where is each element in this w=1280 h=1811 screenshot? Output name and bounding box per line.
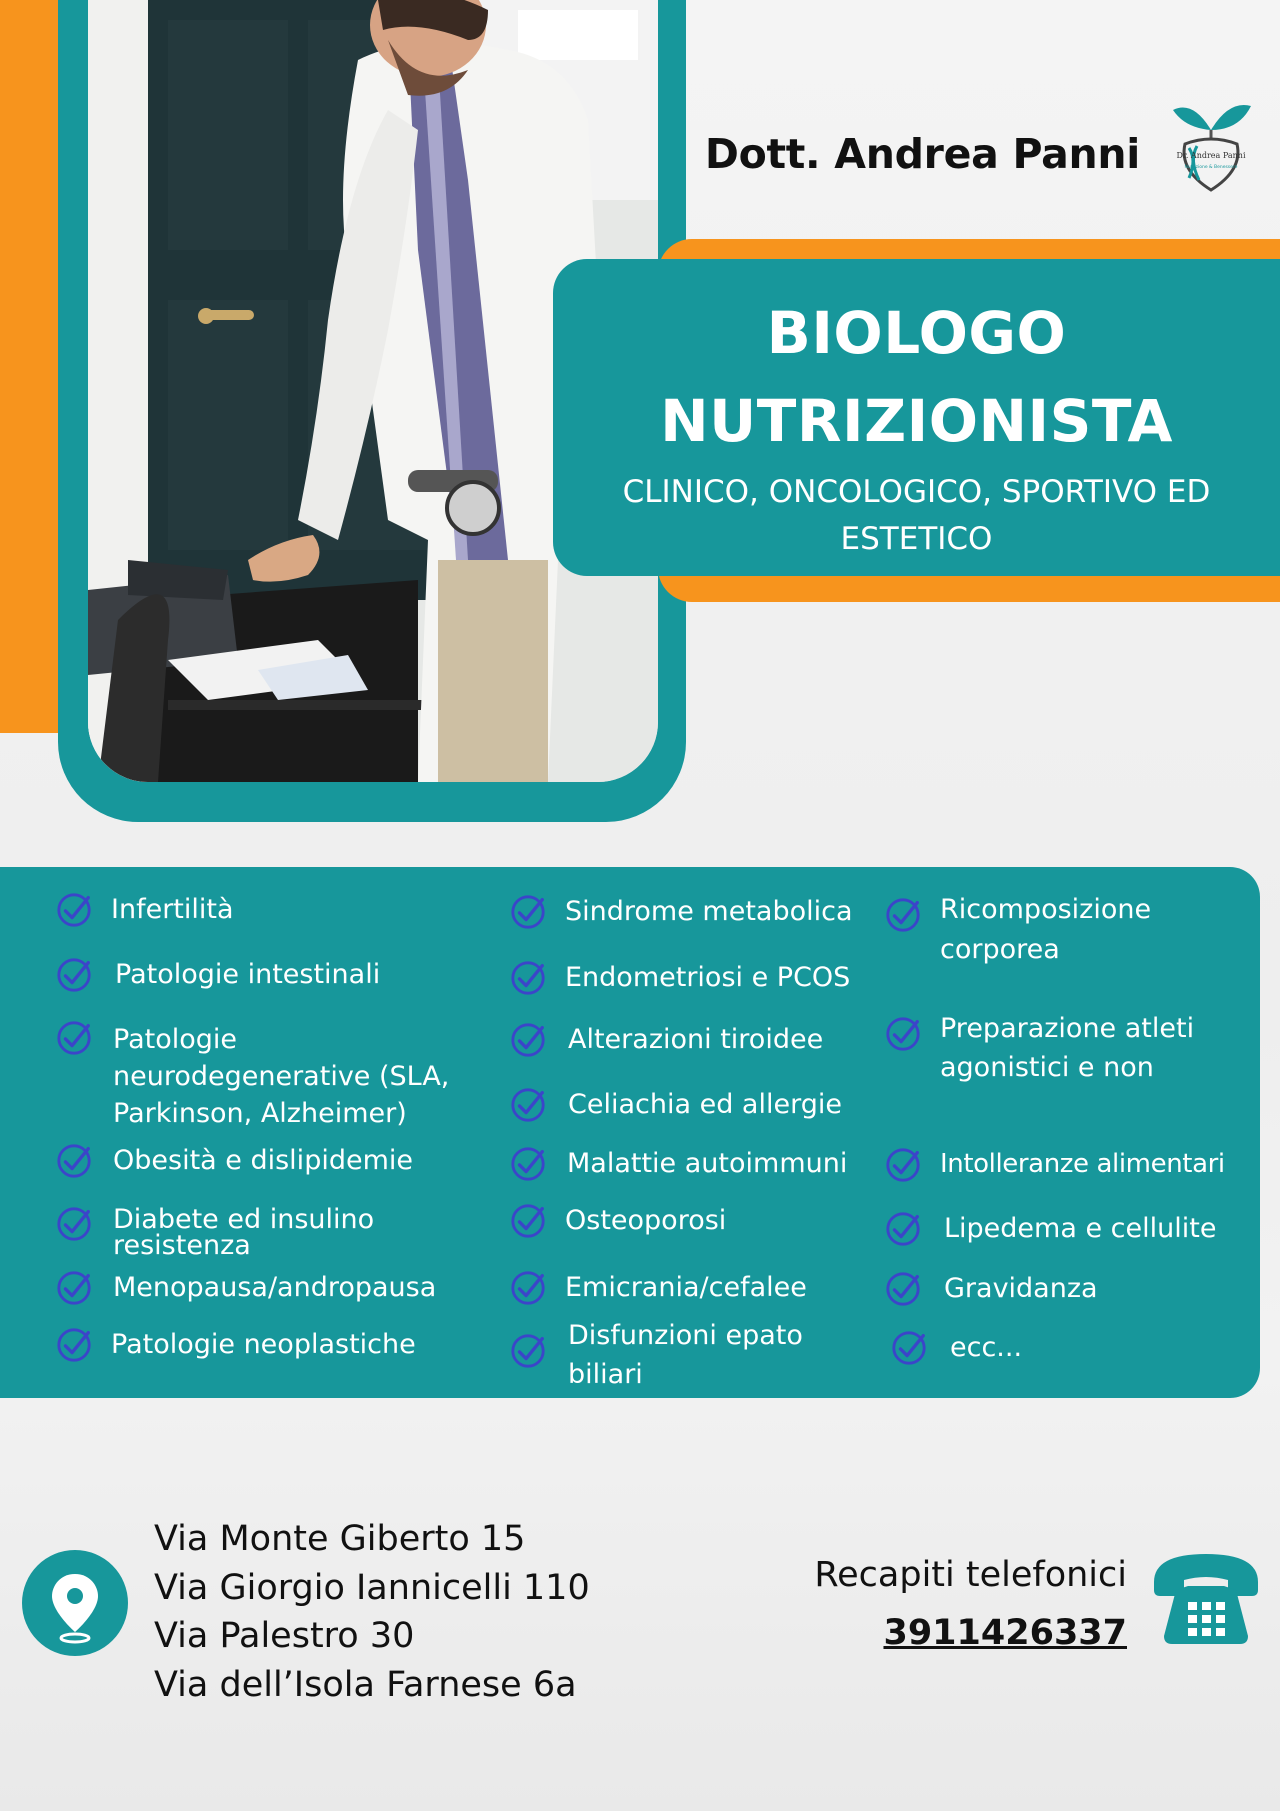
- service-label: Disfunzioni epato biliari: [568, 1320, 803, 1390]
- service-label: Intolleranze alimentari: [940, 1149, 1225, 1179]
- service-item: [884, 1272, 1098, 1308]
- service-item: [509, 961, 850, 997]
- service-label: Emicrania/cefalee: [565, 1272, 807, 1303]
- check-icon: [55, 1142, 93, 1180]
- service-label: Celiachia ed allergie: [568, 1089, 842, 1120]
- check-icon: [509, 1332, 547, 1370]
- service-label: Gravidanza: [944, 1273, 1098, 1304]
- service-label: Sindrome metabolica: [565, 896, 853, 927]
- check-icon: [509, 1145, 547, 1183]
- check-icon: [509, 1021, 547, 1059]
- service-item: [55, 893, 234, 929]
- check-icon: [884, 1015, 922, 1053]
- service-item: [55, 1144, 413, 1180]
- service-item: [509, 1204, 726, 1240]
- brand-logo: [1163, 100, 1259, 196]
- service-label: Infertilità: [111, 894, 234, 925]
- logo-text: Dr. Andrea Panni: [1176, 151, 1246, 160]
- telephone-icon: [1148, 1546, 1264, 1648]
- service-item: [509, 1088, 842, 1124]
- check-icon: [884, 1270, 922, 1308]
- check-icon: [55, 956, 93, 994]
- service-item: [509, 1147, 847, 1183]
- check-icon: [509, 1086, 547, 1124]
- service-label: Lipedema e cellulite: [944, 1213, 1217, 1244]
- service-item: [890, 1331, 1022, 1367]
- check-icon: [509, 893, 547, 931]
- check-icon: [55, 1205, 93, 1243]
- title-banner: [553, 259, 1280, 576]
- service-label: ecc...: [950, 1332, 1023, 1363]
- service-item: [884, 1212, 1216, 1248]
- check-icon: [890, 1329, 928, 1367]
- service-label: Osteoporosi: [565, 1205, 727, 1236]
- services-panel: [0, 867, 1260, 1398]
- service-item: [509, 1271, 807, 1307]
- service-item: [55, 1204, 375, 1261]
- service-label: Malattie autoimmuni: [567, 1148, 848, 1179]
- service-label: Patologie neurodegenerative (SLA, Parkinson, Alzheimer): [113, 1024, 450, 1129]
- service-item: [509, 895, 853, 931]
- check-icon: [509, 959, 547, 997]
- check-icon: [884, 1146, 922, 1184]
- service-label: Patologie neoplastiche: [111, 1329, 416, 1360]
- phone-label: Recapiti telefonici: [814, 1555, 1127, 1595]
- title-line-1: BIOLOGO: [766, 299, 1067, 367]
- title-line-2: NUTRIZIONISTA: [660, 387, 1173, 455]
- service-item: [884, 1013, 1195, 1087]
- phone-number[interactable]: 3911426337: [883, 1613, 1127, 1653]
- service-item: [509, 1023, 823, 1059]
- logo-subtext: Nutrizione & Benessere: [1184, 165, 1238, 170]
- check-icon: [55, 891, 93, 929]
- service-item: [55, 1021, 449, 1132]
- service-item: [55, 958, 380, 994]
- orange-accent-strip: [0, 0, 62, 733]
- service-label: Ricomposizione corporea: [940, 894, 1152, 965]
- address-line: Via Palestro 30: [154, 1616, 415, 1656]
- doctor-name: Dott. Andrea Panni: [704, 130, 1140, 178]
- address-line: Via dell’Isola Farnese 6a: [154, 1665, 577, 1705]
- title-subtitle: CLINICO, ONCOLOGICO, SPORTIVO ED ESTETICO: [622, 474, 1211, 557]
- service-item: [509, 1316, 803, 1394]
- service-label: Patologie intestinali: [115, 959, 381, 990]
- address-line: Via Monte Giberto 15: [154, 1519, 526, 1559]
- check-icon: [509, 1202, 547, 1240]
- service-item: [55, 1271, 436, 1307]
- check-icon: [55, 1269, 93, 1307]
- service-label: Preparazione atleti agonistici e non: [940, 1013, 1195, 1083]
- service-label: Obesità e dislipidemie: [113, 1145, 413, 1176]
- service-label: Menopausa/andropausa: [113, 1272, 437, 1303]
- check-icon: [884, 896, 922, 934]
- service-item: [884, 894, 1152, 970]
- address-line: Via Giorgio Iannicelli 110: [154, 1568, 590, 1608]
- check-icon: [55, 1019, 93, 1057]
- check-icon: [884, 1210, 922, 1248]
- location-pin-icon: [22, 1550, 128, 1656]
- service-label: Endometriosi e PCOS: [565, 962, 851, 993]
- service-item: [884, 1148, 1225, 1184]
- check-icon: [509, 1269, 547, 1307]
- service-item: [55, 1328, 416, 1364]
- check-icon: [55, 1326, 93, 1364]
- service-label: Diabete ed insulino resistenza: [113, 1204, 375, 1261]
- service-label: Alterazioni tiroidee: [568, 1024, 824, 1055]
